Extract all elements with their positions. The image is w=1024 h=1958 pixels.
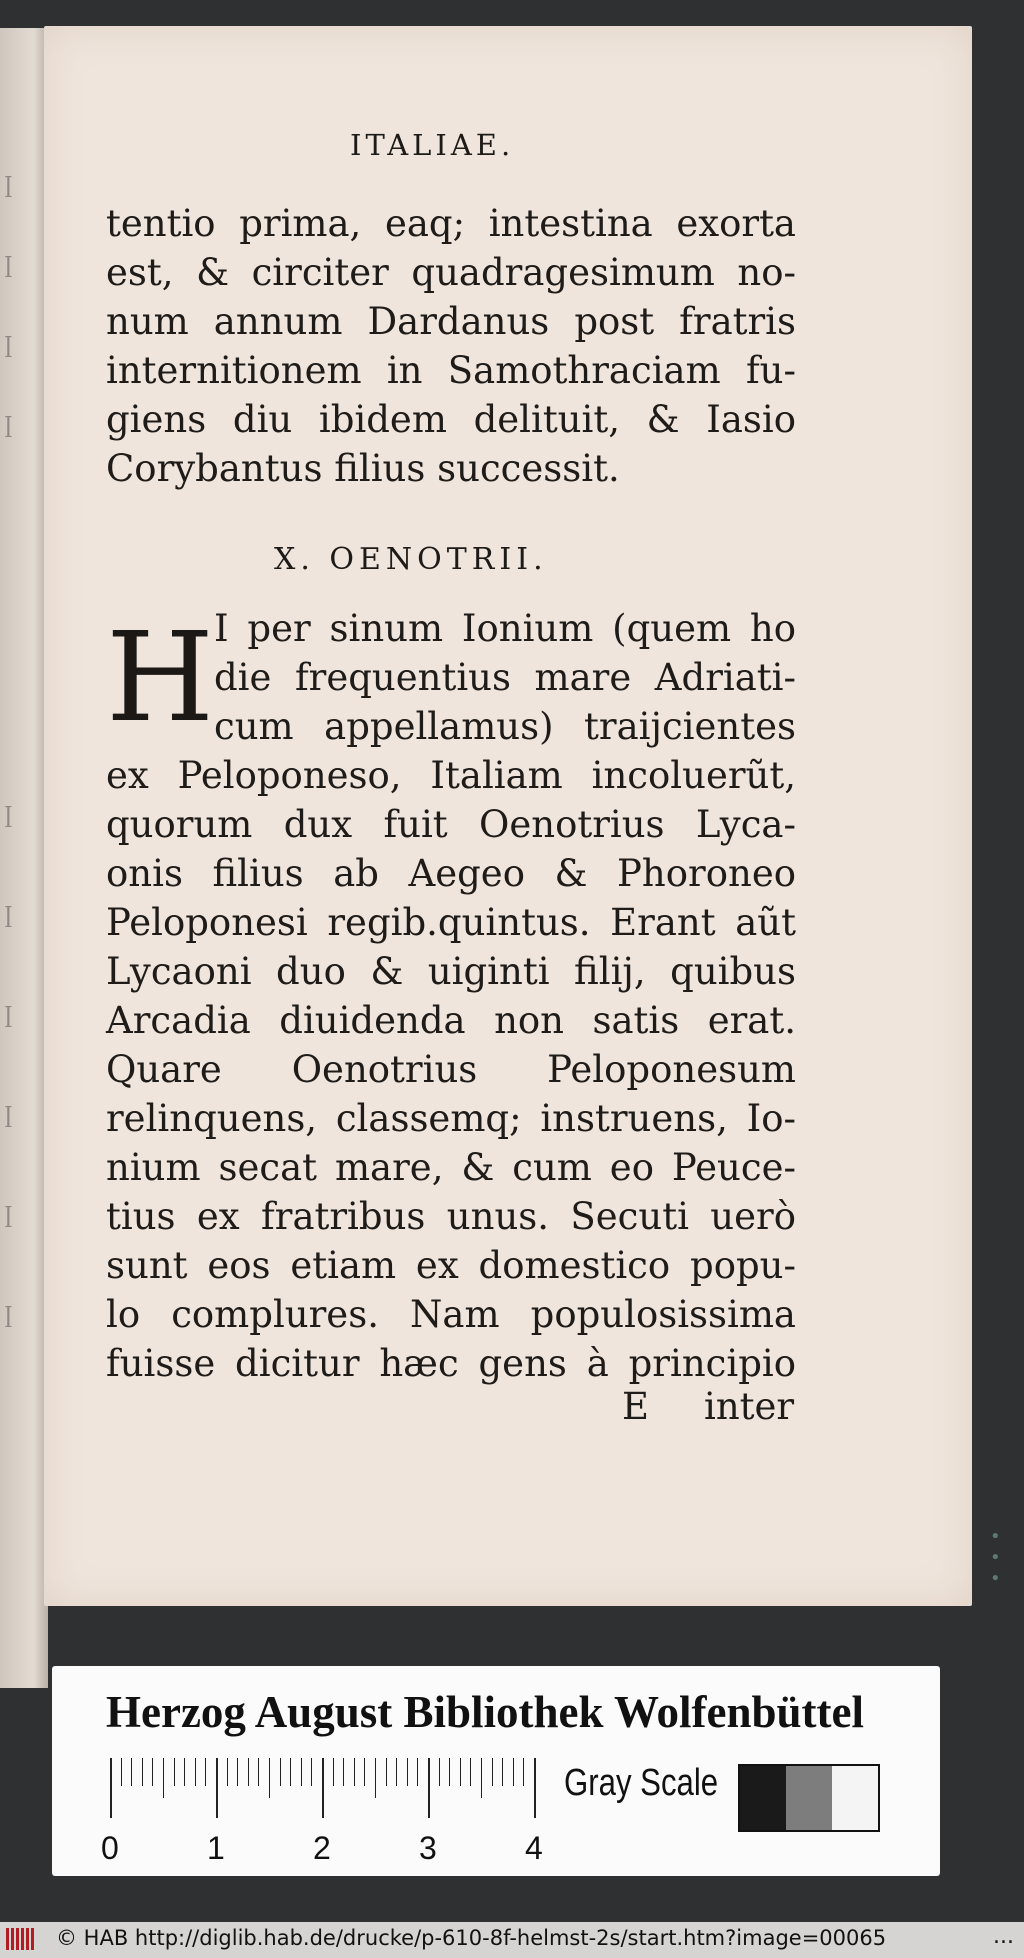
ruler-tick [460,1758,461,1786]
ruler-tick [152,1758,153,1786]
text-line: Arcadia diuidenda non satis erat. [106,999,796,1042]
ruler-tick [502,1758,503,1786]
ruler-tick [110,1758,112,1818]
gray-patch-mid [786,1766,832,1830]
gray-patch-light [832,1766,878,1830]
bleed-glyph: ꟾ [4,1308,13,1333]
ruler-tick [470,1758,471,1786]
ruler-tick [439,1758,440,1786]
text-line: Corybantus filius successit. [106,447,620,490]
ruler-number: 2 [313,1830,331,1866]
ruler-tick [375,1758,376,1798]
ruler-tick [142,1758,143,1786]
ruler-number: 1 [207,1830,225,1866]
text-line: die frequentius mare Adriati- [214,656,796,699]
ruler-tick [481,1758,482,1798]
bleed-glyph: ꟾ [4,418,13,443]
ruler-tick [354,1758,355,1786]
ruler-number: 0 [101,1830,119,1866]
bleed-glyph: ꟾ [4,908,13,933]
text-line: quorum dux fuit Oenotrius Lyca- [106,803,796,846]
ruler-tick [205,1758,206,1786]
bleed-glyph: ꟾ [4,808,13,833]
text-line: tentio prima, eaq; intestina exorta [106,202,796,245]
ruler-tick [131,1758,132,1786]
signature-mark: E [622,1385,650,1428]
ruler-tick [343,1758,344,1786]
gray-scale-label: Gray Scale [564,1762,719,1804]
hab-logo-icon [6,1928,46,1950]
ruler-tick [311,1758,312,1786]
bleed-glyph: ꟾ [4,178,13,203]
gray-scale-patches [738,1764,880,1832]
text-line: I per sinum Ionium (quem ho [214,607,796,650]
ruler-tick [121,1758,122,1786]
book-page [44,26,1003,1606]
ruler-tick [364,1758,365,1786]
ruler-tick [195,1758,196,1786]
catchword: inter [704,1385,795,1428]
ruler-tick [280,1758,281,1786]
bleed-glyph: ꟾ [4,1108,13,1133]
ruler-tick [237,1758,238,1786]
paragraph-oenotrii [106,604,796,1388]
ruler-tick [449,1758,450,1786]
section-title: X. OENOTRII. [274,542,548,577]
text-line: relinquens, classemq; instruens, Io- [106,1097,796,1140]
ruler-tick [396,1758,397,1786]
ruler-tick [534,1758,536,1818]
ruler-tick [428,1758,430,1818]
ruler-tick [216,1758,218,1818]
scale-ruler [101,1758,590,1866]
bleed-glyph: ꟾ [4,1208,13,1233]
gray-patch-dark [740,1766,786,1830]
source-url[interactable]: © HAB http://diglib.hab.de/drucke/p-610-8f-helmst-2s/start.htm?image=00065 [56,1926,887,1950]
ruler-tick [227,1758,228,1786]
more-options-icon[interactable]: ... [993,1924,1014,1949]
ruler-tick [290,1758,291,1786]
text-line: sunt eos etiam ex domestico popu- [106,1244,796,1287]
text-line: nium secat mare, & cum eo Peuce- [106,1146,796,1189]
text-line: Quare Oenotrius Peloponesum [106,1048,796,1091]
bleed-glyph: ꟾ [4,1008,13,1033]
text-line: onis filius ab Aegeo & Phoroneo [106,852,796,895]
ruler-tick [184,1758,185,1786]
ruler-tick [174,1758,175,1786]
ruler-tick [333,1758,334,1786]
ruler-tick [407,1758,408,1786]
initial-capital: H [106,606,215,750]
previous-page-edge [0,28,48,1688]
text-line: num annum Dardanus post fratris [106,300,796,343]
bleed-glyph: ꟾ [4,338,13,363]
ruler-tick [492,1758,493,1786]
color-calibration-bar [52,1666,940,1876]
text-line: lo complures. Nam populosissima [106,1293,796,1336]
ruler-tick [386,1758,387,1786]
text-line: tius ex fratribus unus. Secuti uerò [106,1195,796,1238]
paragraph-continuation [106,199,796,493]
bleed-glyph: ꟾ [4,258,13,283]
text-line: Peloponesi regib.quintus. Erant aũt [106,901,796,944]
text-line: internitionem in Samothraciam fu- [106,349,796,392]
ruler-number: 3 [419,1830,437,1866]
text-line: Lycaoni duo & uiginti filij, quibus [106,950,796,993]
text-line: est, & circiter quadragesimum no- [106,251,796,294]
library-name: Herzog August Bibliothek Wolfenbüttel [106,1687,864,1737]
text-line: giens diu ibidem delituit, & Iasio [106,398,796,441]
text-line: ex Peloponeso, Italiam incoluerũt, [106,754,796,797]
running-head: ITALIAE. [350,128,515,162]
ruler-tick [258,1758,259,1786]
ink-specks: • • • [990,1526,1003,1589]
ruler-number: 4 [525,1830,543,1866]
ruler-tick [301,1758,302,1786]
ruler-tick [269,1758,270,1798]
text-line: cum appellamus) traijcientes [214,705,796,748]
viewer-footer [0,1922,1024,1958]
ruler-tick [163,1758,164,1798]
ruler-tick [417,1758,418,1786]
ruler-tick [248,1758,249,1786]
ruler-tick [322,1758,324,1818]
ruler-tick [523,1758,524,1786]
ruler-tick [513,1758,514,1786]
text-line: fuisse dicitur hæc gens à principio [106,1342,796,1385]
